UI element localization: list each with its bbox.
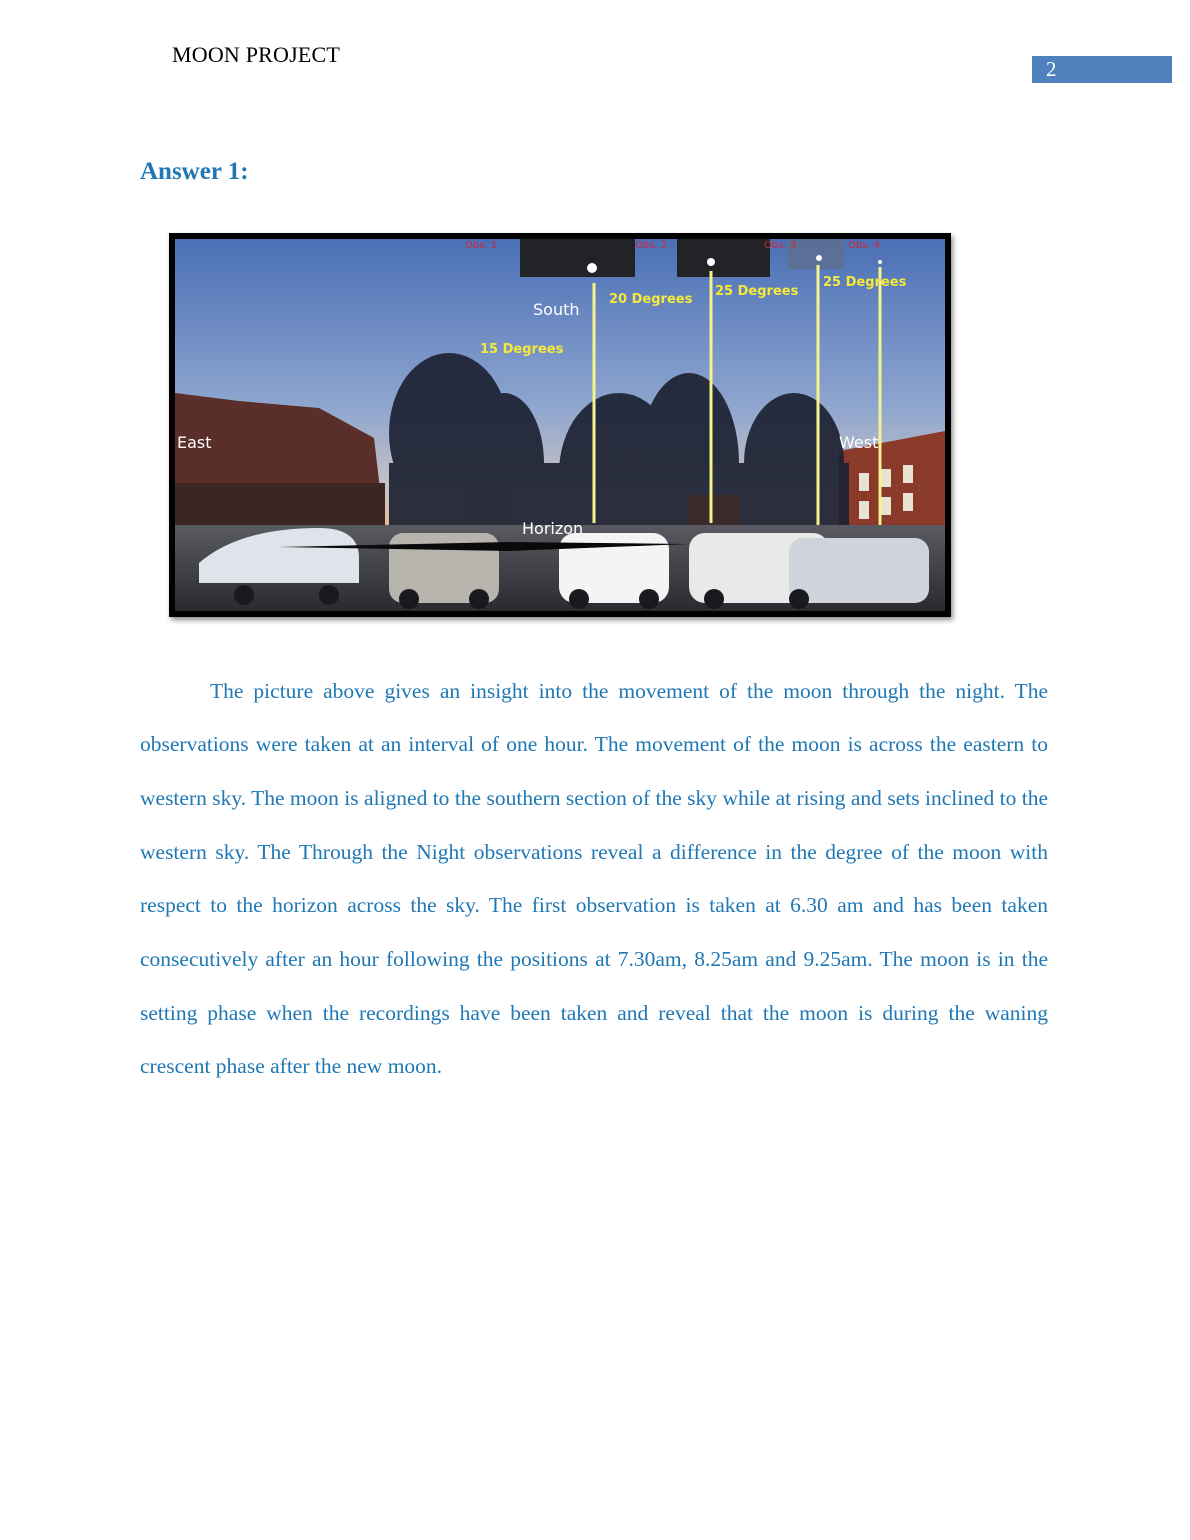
south-label: South xyxy=(533,300,580,319)
obs1-label: Obs. 1 xyxy=(465,240,498,251)
obs4-label: Obs. 4 xyxy=(848,240,881,251)
obs3-label: Obs. 3 xyxy=(764,240,797,251)
deg-20-label: 20 Degrees xyxy=(609,292,693,307)
body-paragraph: The picture above gives an insight into the movement of the moon through the night. The observations were taken at an interval of one hour. The movement of the moon is across the eastern to western sky. The moon is aligned to the southern section of the sky while at rising and sets inclined to the western sky. The Through the Night observations reveal a difference in the degree of the moon with respect to the horizon across the sky. The first observation is taken at 6.30 am and has been taken consecutively after an hour following the positions at 7.30am, 8.25am and 9.25am. The moon is in the setting phase when the recordings have been taken and reveal that the moon is during the waning crescent phase after the new moon. xyxy=(140,678,1048,1079)
deg-15-label: 15 Degrees xyxy=(480,342,564,357)
east-label: East xyxy=(177,433,212,452)
west-label: West xyxy=(839,433,879,452)
obs2-label: Obs. 2 xyxy=(635,240,668,251)
horizon-label: Horizon xyxy=(522,519,584,538)
deg-25a-label: 25 Degrees xyxy=(715,284,799,299)
page-number: 2 xyxy=(1032,56,1172,83)
section-heading: Answer 1: xyxy=(140,158,249,185)
header-title: MOON PROJECT xyxy=(172,42,341,67)
deg-25b-label: 25 Degrees xyxy=(823,275,907,290)
moon-observation-photo xyxy=(169,233,951,617)
